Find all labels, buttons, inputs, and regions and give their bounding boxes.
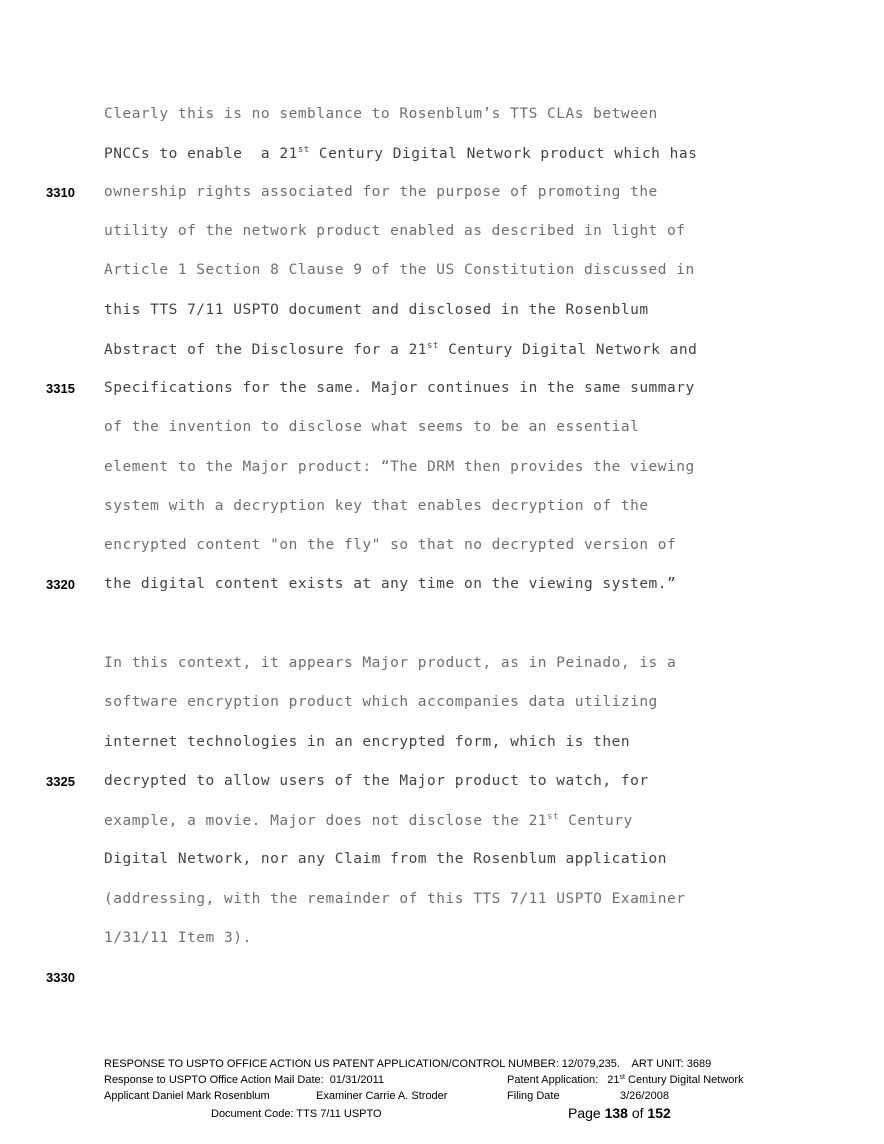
line-number: 3330 [46,970,75,985]
body-line-text: PNCCs to enable a 21 [104,146,298,162]
body-line-text: example, a movie. Major does not disclose the 21 [104,813,548,829]
body-line-text: software encryption product which accompanies data utilizing [104,694,658,710]
body-line-superscript: st [427,341,439,351]
body-line [104,302,649,318]
body-line [104,930,252,946]
body-line [104,459,695,475]
footer-filing-label: Filing Date [507,1090,560,1102]
body-line-text: 1/31/11 Item 3). [104,930,252,946]
body-line-text-continued: Century Digital Network product which has [309,146,698,162]
body-line-text: (addressing, with the remainder of this TTS 7/11 USPTO Examiner [104,891,686,907]
page-current: 138 [604,1105,628,1121]
body-line [104,655,676,671]
body-line-superscript: st [547,812,559,822]
page-label: Page [568,1105,605,1121]
line-number: 3320 [46,577,75,592]
body-line-superscript: st [297,145,310,155]
body-line [104,380,695,396]
line-number: 3310 [46,185,75,200]
body-line-text: Clearly this is no semblance to Rosenblum’s TTS CLAs between [104,106,658,122]
footer-header-line: RESPONSE TO USPTO OFFICE ACTION US PATENT APPLICATION/CONTROL NUMBER: 12/079,235. ART UNIT: 3689 [104,1058,712,1070]
body-line-text: Specifications for the same. Major continues in the same summary [104,380,695,396]
footer-page-number [568,1105,671,1121]
body-line [104,223,685,239]
footer-filing-date: 3/26/2008 [620,1090,669,1102]
body-line-text: In this context, it appears Major product, as in Peinado, is a [104,655,677,671]
body-line [104,106,658,122]
body-line-text: encrypted content "on the fly" so that no decrypted version of [104,537,677,553]
body-line-text: decrypted to allow users of the Major product to watch, for [104,773,649,789]
line-number: 3325 [46,774,75,789]
body-line-text: system with a decryption key that enables decryption of the [104,498,649,514]
body-line-text: this TTS 7/11 USPTO document and disclosed in the Rosenblum [104,302,649,318]
body-line-text-continued: Century Digital Network and [438,342,698,358]
footer-applicant: Applicant Daniel Mark Rosenblum [104,1090,270,1102]
line-number: 3315 [46,381,75,396]
body-line [104,773,649,789]
body-line-text: the digital content exists at any time on the viewing system.” [104,576,677,592]
body-line-text: utility of the network product enabled as described in light of [104,223,686,239]
body-line [104,812,633,829]
body-line [104,419,639,435]
body-line [104,851,667,867]
body-line-text: Article 1 Section 8 Clause 9 of the US Constitution discussed in [104,262,695,278]
body-line [104,891,685,907]
footer-patent-application-title: Century Digital Network [624,1074,744,1086]
page-of: of [627,1105,648,1121]
body-line [104,537,676,553]
body-line-text: Abstract of the Disclosure for a 21 [104,342,428,358]
body-line-text: ownership rights associated for the purpose of promoting the [104,184,658,200]
body-line [104,262,695,278]
body-line [104,145,697,162]
body-line-text-continued: Century [558,813,633,829]
page-total: 152 [647,1105,671,1121]
body-line-text: Digital Network, nor any Claim from the Rosenblum application [104,851,668,867]
body-line [104,498,649,514]
footer-patent-application-label: Patent Application: 21 [507,1074,620,1086]
body-line [104,576,676,592]
body-line [104,694,658,710]
body-line-text: internet technologies in an encrypted form, which is then [104,734,631,750]
body-line-text: of the invention to disclose what seems to be an essential [104,419,640,435]
body-line [104,734,630,750]
footer-patent-application-sup: st [619,1074,625,1081]
footer-patent-application [507,1074,744,1086]
footer-mail-date: Response to USPTO Office Action Mail Date: 01/31/2011 [104,1074,385,1086]
body-line [104,184,658,200]
body-line-text: element to the Major product: “The DRM then provides the viewing [104,459,695,475]
body-line [104,341,697,358]
footer-examiner: Examiner Carrie A. Stroder [316,1090,448,1102]
footer-document-code: Document Code: TTS 7/11 USPTO [211,1108,382,1120]
